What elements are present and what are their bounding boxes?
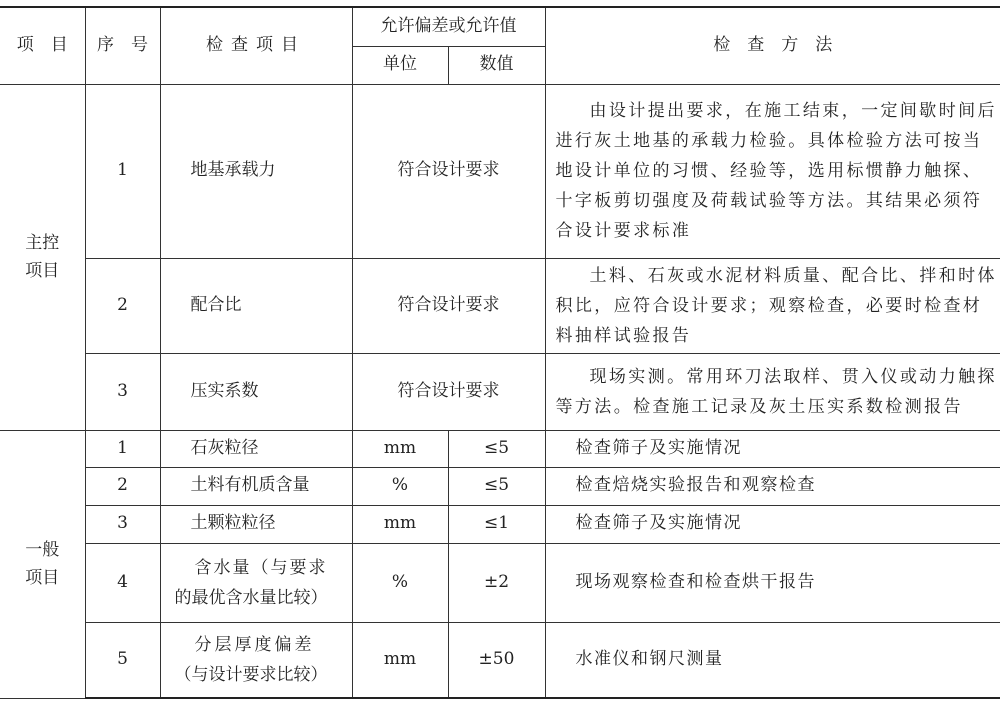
row-item: 压实系数 [160,353,352,430]
row-seq: 2 [85,467,160,505]
row-unit: mm [352,505,448,543]
method-line: 现场实测。常用环刀法取样、贯入仪或动力触探 [589,366,997,387]
item-line: 分层厚度偏差 [194,634,315,655]
row-seq: 3 [85,505,160,543]
general-label: 一般项目 [0,430,85,698]
header-method: 检 查 方 法 [545,7,1000,84]
row-unit: mm [352,430,448,467]
header-seq: 序 号 [85,7,160,84]
table-row [0,84,1000,258]
header-unit: 单位 [352,46,448,84]
inspection-table [0,6,1000,699]
table-row [0,543,1000,622]
main-control-label: 主控项目 [0,84,85,430]
row-requirement: 符合设计要求 [352,258,545,353]
method-line: 十字板剪切强度及荷载试验等方法。其结果必须符 [555,191,983,211]
header-item: 检查项目 [160,7,352,84]
row-method: 检查焙烧实验报告和观察检查 [545,467,1000,505]
row-value: ≤1 [448,505,545,543]
row-item: 土颗粒粒径 [160,505,352,543]
table-row [0,258,1000,353]
table-row [0,467,1000,505]
row-unit: mm [352,622,448,698]
row-seq: 5 [85,622,160,698]
row-unit: % [352,467,448,505]
header-category: 项 目 [0,7,85,84]
row-method [545,353,1000,430]
item-line: （与设计要求比较） [174,664,328,685]
row-value: ≤5 [448,467,545,505]
method-line: 土料、石灰或水泥材料质量、配合比、拌和时体 [589,265,997,286]
item-line: 含水量（与要求 [194,557,328,578]
row-method: 水准仪和钢尺测量 [545,622,1000,698]
row-method: 检查筛子及实施情况 [545,430,1000,467]
header-tolerance: 允许偏差或允许值 [352,7,545,46]
table-row [0,430,1000,467]
row-method [545,84,1000,258]
row-method: 现场观察检查和检查烘干报告 [545,543,1000,622]
method-line: 等方法。检查施工记录及灰土压实系数检测报告 [555,396,963,417]
row-item: 地基承载力 [160,84,352,258]
header-value: 数值 [448,46,545,84]
table-row [0,622,1000,698]
method-line: 积比，应符合设计要求；观察检查，必要时检查材 [555,295,983,316]
row-item: 配合比 [160,258,352,353]
row-value: ±2 [448,543,545,622]
table-row [0,353,1000,430]
row-value: ±50 [448,622,545,698]
method-line: 料抽样试验报告 [555,325,692,346]
row-item: 石灰粒径 [160,430,352,467]
row-value: ≤5 [448,430,545,467]
row-method: 检查筛子及实施情况 [545,505,1000,543]
row-item: 土料有机质含量 [160,467,352,505]
row-method [545,258,1000,353]
row-requirement: 符合设计要求 [352,84,545,258]
method-line: 由设计提出要求，在施工结束，一定间歇时间后 [589,101,997,121]
row-item [160,622,352,698]
item-line: 的最优含水量比较） [174,587,328,608]
row-seq: 1 [85,430,160,467]
row-seq: 4 [85,543,160,622]
row-seq: 1 [85,84,160,258]
method-line: 地设计单位的习惯、经验等，选用标惯静力触探、 [555,161,983,181]
row-requirement: 符合设计要求 [352,353,545,430]
method-line: 进行灰土地基的承载力检验。具体检验方法可按当 [555,131,983,151]
table-row [0,505,1000,543]
method-line: 合设计要求标准 [555,221,692,241]
row-unit: % [352,543,448,622]
row-seq: 2 [85,258,160,353]
row-item [160,543,352,622]
row-seq: 3 [85,353,160,430]
